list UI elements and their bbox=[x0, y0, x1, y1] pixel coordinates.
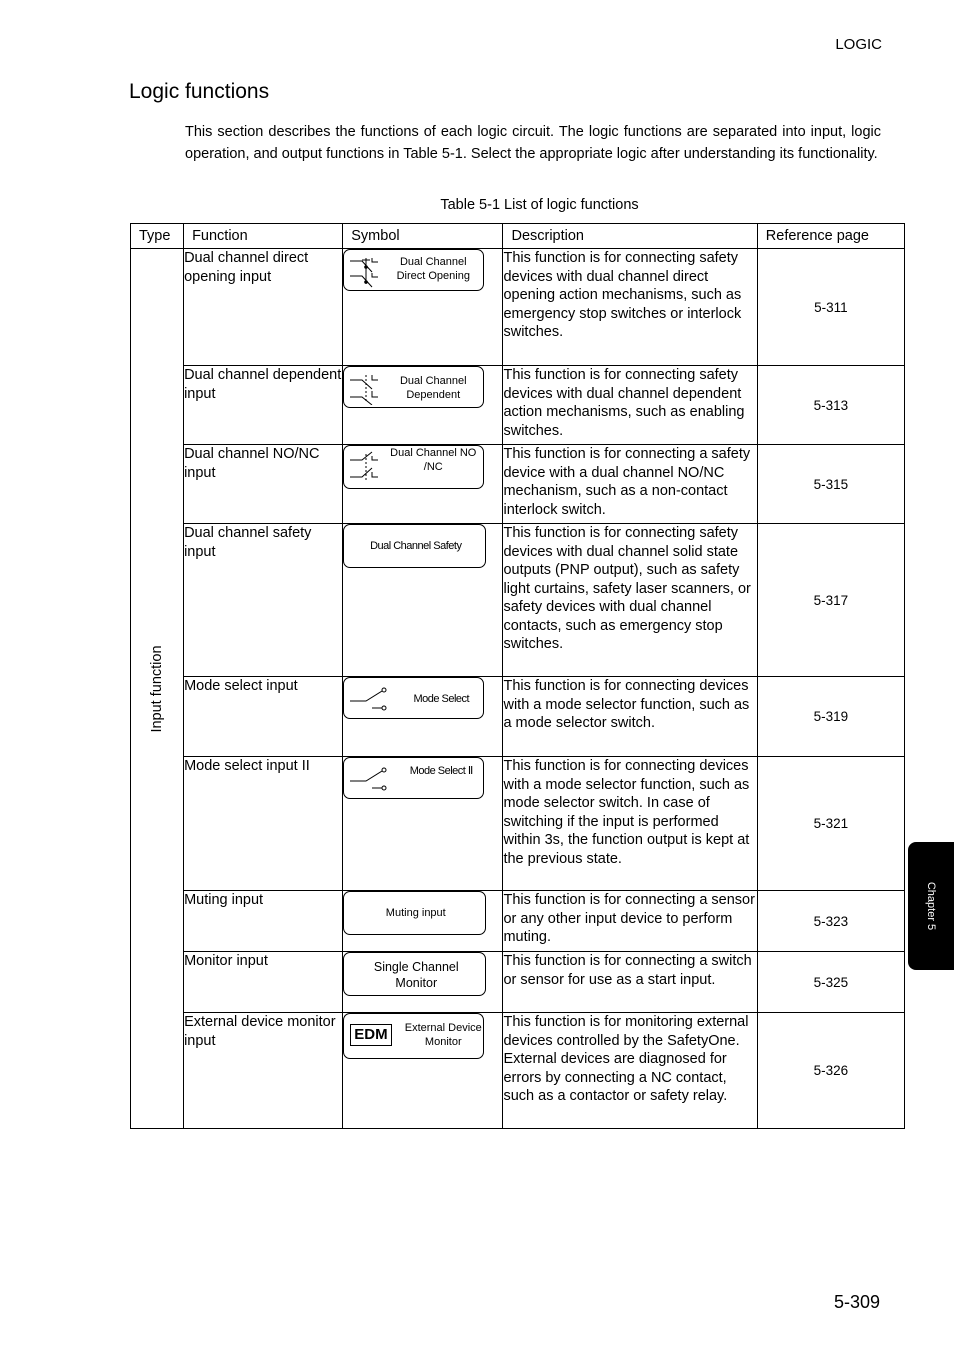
symbol-cell bbox=[343, 1013, 503, 1129]
description: This function is for connecting a switch or sensor for use as a start input. bbox=[503, 952, 757, 1013]
table-header-row bbox=[131, 224, 905, 249]
symbol-cell bbox=[343, 524, 503, 677]
header-reference: Reference page bbox=[757, 224, 904, 249]
description: This function is for connecting safety devices with dual channel solid state outputs (PNP output), such as safety light curtains, safety laser scanners, or safety devices with dual channel contacts, such as emergency stop switches. bbox=[503, 524, 757, 677]
selector-switch-icon bbox=[348, 762, 408, 796]
symbol-label: Mode Select Ⅱ bbox=[409, 765, 473, 777]
logic-functions-table bbox=[130, 223, 905, 1129]
symbol-cell bbox=[343, 249, 503, 366]
symbol-label: External Device Monitor bbox=[404, 1022, 482, 1048]
description: This function is for connecting devices with a mode selector function, such as a mode selector switch. bbox=[503, 677, 757, 757]
header-description: Description bbox=[503, 224, 757, 249]
table-row bbox=[131, 757, 905, 891]
symbol-box bbox=[343, 677, 484, 719]
chapter-tab-label: Chapter 5 bbox=[925, 881, 937, 931]
header-function: Function bbox=[184, 224, 343, 249]
table-row bbox=[131, 1013, 905, 1129]
description: This function is for monitoring external devices controlled by the SafetyOne. External devices are diagnosed for errors by connecting a NC contact, such as a contactor or safety relay. bbox=[503, 1013, 757, 1129]
description: This function is for connecting a sensor or any other input device to perform muting. bbox=[503, 891, 757, 952]
symbol-box bbox=[343, 891, 486, 935]
symbol-cell bbox=[343, 677, 503, 757]
symbol-cell bbox=[343, 445, 503, 524]
symbol-cell bbox=[343, 366, 503, 445]
type-label: Input function bbox=[149, 644, 166, 733]
symbol-box bbox=[343, 1013, 484, 1059]
symbol-cell bbox=[343, 891, 503, 952]
page-number: 5-309 bbox=[833, 1292, 880, 1312]
reference-page: 5-326 bbox=[757, 1013, 904, 1129]
symbol-box bbox=[343, 524, 486, 568]
description: This function is for connecting a safety device with a dual channel NO/NC mechanism, such as a non-contact interlock switch. bbox=[503, 445, 757, 524]
table-row bbox=[131, 445, 905, 524]
function-name: Dual channel NO/NC input bbox=[184, 445, 343, 524]
page-title: Logic functions bbox=[129, 80, 270, 103]
symbol-label: Mode Select bbox=[413, 693, 470, 705]
table-row bbox=[131, 366, 905, 445]
intro-paragraph: This section describes the functions of each logic circuit. The logic functions are separated into input, logic operation, and output functions in Table 5-1. Select the appropriate logic after understanding its functionality. bbox=[185, 124, 881, 162]
description: This function is for connecting devices with a mode selector function, such as mode selector switch. In case of switching if the input is performed within 3s, the function output is kept at the previous state. bbox=[503, 757, 757, 891]
symbol-box bbox=[343, 757, 484, 799]
reference-page: 5-311 bbox=[757, 249, 904, 366]
reference-page: 5-313 bbox=[757, 366, 904, 445]
symbol-cell bbox=[343, 952, 503, 1013]
function-name: Mode select input II bbox=[184, 757, 343, 891]
reference-page: 5-319 bbox=[757, 677, 904, 757]
edm-badge-icon: EDM bbox=[350, 1024, 391, 1046]
selector-switch-icon bbox=[348, 682, 408, 716]
symbol-label: Muting input bbox=[385, 907, 446, 919]
symbol-label: Dual Channel NO /NC bbox=[390, 447, 477, 473]
reference-page: 5-323 bbox=[757, 891, 904, 952]
symbol-cell bbox=[343, 757, 503, 891]
function-name: Muting input bbox=[184, 891, 343, 952]
symbol-box bbox=[343, 366, 484, 408]
table-row bbox=[131, 677, 905, 757]
reference-page: 5-317 bbox=[757, 524, 904, 677]
table-caption: Table 5-1 List of logic functions bbox=[440, 197, 639, 213]
symbol-label: Dual Channel Safety bbox=[370, 540, 462, 552]
table-row bbox=[131, 891, 905, 952]
section-header: LOGIC bbox=[835, 36, 882, 53]
table-row bbox=[131, 249, 905, 366]
description: This function is for connecting safety devices with dual channel dependent action mechanisms, such as enabling switches. bbox=[503, 366, 757, 445]
function-name: Dual channel safety input bbox=[184, 524, 343, 677]
function-name: Mode select input bbox=[184, 677, 343, 757]
type-cell bbox=[131, 249, 184, 1129]
function-name: Monitor input bbox=[184, 952, 343, 1013]
symbol-label: Dual Channel Direct Opening bbox=[396, 256, 470, 282]
symbol-label: Single Channel Monitor bbox=[373, 960, 459, 990]
chapter-tab bbox=[908, 842, 954, 970]
symbol-box bbox=[343, 445, 484, 489]
function-name: Dual channel direct opening input bbox=[184, 249, 343, 366]
reference-page: 5-321 bbox=[757, 757, 904, 891]
symbol-box bbox=[343, 952, 486, 996]
symbol-box bbox=[343, 249, 484, 291]
symbol-label: Dual Channel Dependent bbox=[399, 375, 467, 401]
reference-page: 5-315 bbox=[757, 445, 904, 524]
table-row bbox=[131, 524, 905, 677]
function-name: Dual channel dependent input bbox=[184, 366, 343, 445]
description: This function is for connecting safety devices with dual channel direct opening action mechanisms, such as emergency stop switches or interlock switches. bbox=[503, 249, 757, 366]
reference-page: 5-325 bbox=[757, 952, 904, 1013]
function-name: External device monitor input bbox=[184, 1013, 343, 1129]
header-type: Type bbox=[131, 224, 184, 249]
table-row bbox=[131, 952, 905, 1013]
header-symbol: Symbol bbox=[343, 224, 503, 249]
